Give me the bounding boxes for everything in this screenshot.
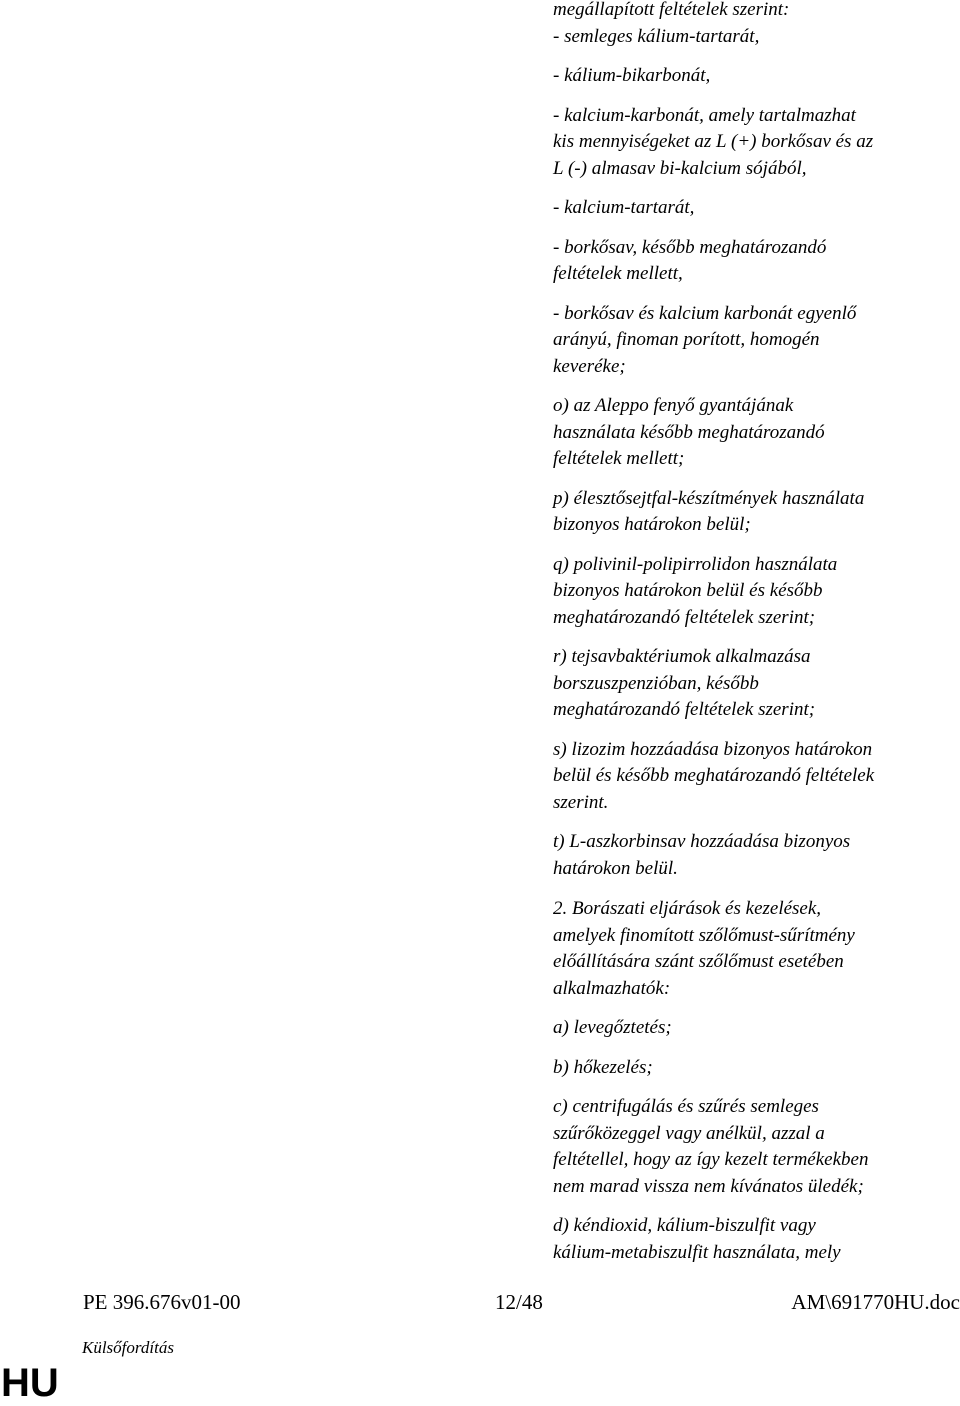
paragraph-line: szűrőközeggel vagy anélkül, azzal a [553,1122,825,1144]
page-number: 12/48 [495,1290,543,1314]
paragraph-line: d) kéndioxid, kálium-biszulfit vagy [553,1215,816,1236]
paragraph-line: 2. Borászati eljárások és kezelések, [553,898,822,919]
document-paragraph [553,195,955,222]
document-body [553,0,955,1279]
language-code: HU [1,1361,59,1405]
paragraph-line: arányú, finoman porított, homogén [553,329,820,350]
document-paragraph [553,552,955,632]
document-paragraph [553,0,955,24]
paragraph-line: bizonyos határokon belül és később [553,580,823,601]
paragraph-line: előállítására szánt szőlőmust esetében [553,951,844,972]
document-paragraph [553,486,955,539]
paragraph-line: s) lizozim hozzáadása bizonyos határokon [553,738,873,760]
paragraph-line: bizonyos határokon belül; [553,514,751,535]
paragraph-line: belül és később meghatározandó feltételek [553,765,875,786]
document-paragraph [553,1015,955,1042]
paragraph-line: p) élesztősejtfal-készítmények használata [553,487,865,509]
paragraph-line: szerint. [553,791,609,813]
paragraph-line: használata később meghatározandó [553,421,825,443]
paragraph-line: t) L-aszkorbinsav hozzáadása bizonyos [553,831,851,852]
document-paragraph [553,235,955,288]
document-paragraph [553,896,955,1002]
paragraph-line: feltételek mellett, [553,263,683,284]
document-paragraph [553,1094,955,1200]
paragraph-line: - borkősav és kalcium karbonát egyenlő [553,302,857,324]
paragraph-line: borszuszpenzióban, később [553,672,759,694]
paragraph-line: o) az Aleppo fenyő gyantájának [553,395,794,416]
paragraph-line: meghatározandó feltételek szerint; [553,699,816,720]
paragraph-line: keveréke; [553,355,626,377]
paragraph-line: kis mennyiségeket az L (+) borkősav és az [553,131,874,152]
document-paragraph [553,103,955,183]
paragraph-line: - semleges kálium-tartarát, [553,25,760,47]
file-name: AM\691770HU.doc [791,1290,960,1314]
paragraph-line: q) polivinil-polipirrolidon használata [553,553,838,575]
paragraph-line: c) centrifugálás és szűrés semleges [553,1096,819,1117]
paragraph-line: amelyek finomított szőlőmust-sűrítmény [553,924,855,946]
paragraph-line: r) tejsavbaktériumok alkalmazása [553,646,811,667]
paragraph-line: kálium-metabiszulfit használata, mely [553,1241,841,1263]
paragraph-line: a) levegőztetés; [553,1017,672,1038]
document-reference: PE 396.676v01-00 [83,1290,241,1314]
paragraph-line: feltétellel, hogy az így kezelt termékekben [553,1149,869,1170]
paragraph-line: feltételek mellett; [553,448,685,469]
paragraph-line: - kalcium-karbonát, amely tartalmazhat [553,104,856,126]
document-paragraph [553,24,955,51]
paragraph-line: - kalcium-tartarát, [553,197,695,218]
document-paragraph [553,737,955,817]
document-paragraph [553,1055,955,1082]
paragraph-line: határokon belül. [553,857,678,879]
document-paragraph [553,644,955,724]
document-paragraph [553,393,955,473]
paragraph-line: b) hőkezelés; [553,1056,653,1078]
document-paragraph [553,1213,955,1266]
paragraph-line: megállapított feltételek szerint: [553,0,790,20]
paragraph-line: L (-) almasav bi-kalcium sójából, [553,157,807,179]
translation-note: Külsőfordítás [82,1338,174,1357]
paragraph-line: - borkősav, később meghatározandó [553,236,827,258]
paragraph-line: alkalmazhatók: [553,977,671,999]
paragraph-line: meghatározandó feltételek szerint; [553,606,816,628]
document-paragraph [553,63,955,90]
document-paragraph [553,301,955,381]
document-paragraph [553,829,955,882]
paragraph-line: nem marad vissza nem kívánatos üledék; [553,1175,864,1197]
paragraph-line: - kálium-bikarbonát, [553,65,711,86]
